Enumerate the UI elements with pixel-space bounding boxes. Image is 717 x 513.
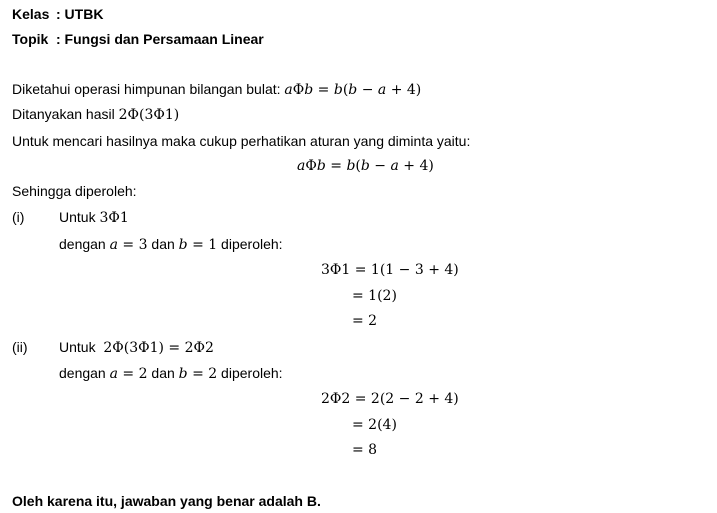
phi-symbol: Φ [292, 82, 305, 98]
val-b: = 1 [187, 237, 218, 253]
equals: = [313, 82, 334, 98]
step-title-text: Untuk [59, 209, 100, 225]
plus-four: + 4) [398, 158, 434, 174]
rule-formula [297, 157, 434, 175]
cond-text: diperoleh: [217, 365, 283, 381]
var-a: a [297, 158, 306, 174]
method-line: Untuk mencari hasilnya maka cukup perhatikan aturan yang diminta yaitu: [12, 133, 471, 149]
var-b: b [304, 82, 314, 98]
step-2-title [59, 338, 214, 357]
var-b: b [178, 237, 188, 253]
topik-label: Topik [12, 31, 49, 47]
var-a: a [284, 82, 293, 98]
step-1-calc-1: 3Φ1 = 1(1 − 3 + 4) [321, 262, 459, 278]
known-text: Diketahui operasi himpunan bilangan bulat: [12, 81, 285, 97]
var-a: a [377, 82, 387, 98]
val-a: = 2 [117, 366, 148, 382]
step-title-text: Untuk [59, 339, 104, 355]
equals: = [325, 158, 347, 174]
asked-line [12, 105, 179, 124]
step-1-condition [59, 235, 283, 254]
step-2-calc-3: = 8 [352, 442, 378, 458]
step-title-formula: 2Φ(3Φ1) = 2Φ2 [103, 340, 214, 356]
minus: − [357, 82, 378, 98]
topik-row [12, 30, 264, 48]
var-b: b [178, 366, 188, 382]
plus-four: + 4) [386, 82, 422, 98]
var-a: a [109, 366, 118, 382]
asked-text: Ditanyakan hasil [12, 106, 119, 122]
kelas-value: : UTBK [56, 6, 104, 22]
step-title-formula: 3Φ1 [99, 210, 129, 226]
known-formula [284, 82, 421, 98]
cond-text: dan [147, 236, 179, 252]
known-line [12, 80, 421, 99]
var-b: b [333, 82, 343, 98]
var-a: a [390, 158, 399, 174]
step-1-number: (i) [12, 209, 25, 225]
topik-value: : Fungsi dan Persamaan Linear [56, 31, 264, 47]
paren: ( [355, 158, 361, 174]
step-2-calc-2: = 2(4) [352, 417, 397, 433]
step-1-title [59, 208, 129, 227]
kelas-label: Kelas [12, 6, 50, 22]
phi-symbol: Φ [305, 158, 317, 174]
step-1-calc-2: = 1(2) [352, 288, 397, 304]
val-a: = 3 [117, 237, 148, 253]
minus: − [369, 158, 391, 174]
sehingga-line: Sehingga diperoleh: [12, 183, 137, 199]
paren: ( [342, 82, 349, 98]
cond-text: dan [147, 365, 179, 381]
step-2-condition [59, 364, 283, 383]
conclusion: Oleh karena itu, jawaban yang benar adalah B. [12, 493, 321, 509]
var-b: b [346, 158, 356, 174]
step-1-calc-3: = 2 [352, 313, 378, 329]
step-2-number: (ii) [12, 339, 28, 355]
var-b: b [348, 82, 358, 98]
kelas-row [12, 5, 103, 23]
var-b: b [360, 158, 370, 174]
val-b: = 2 [187, 366, 218, 382]
var-b: b [316, 158, 326, 174]
cond-text: dengan [59, 236, 110, 252]
var-a: a [109, 237, 118, 253]
cond-text: dengan [59, 365, 110, 381]
cond-text: diperoleh: [217, 236, 283, 252]
asked-formula: 2Φ(3Φ1) [118, 107, 180, 123]
step-2-calc-1: 2Φ2 = 2(2 − 2 + 4) [321, 391, 459, 407]
